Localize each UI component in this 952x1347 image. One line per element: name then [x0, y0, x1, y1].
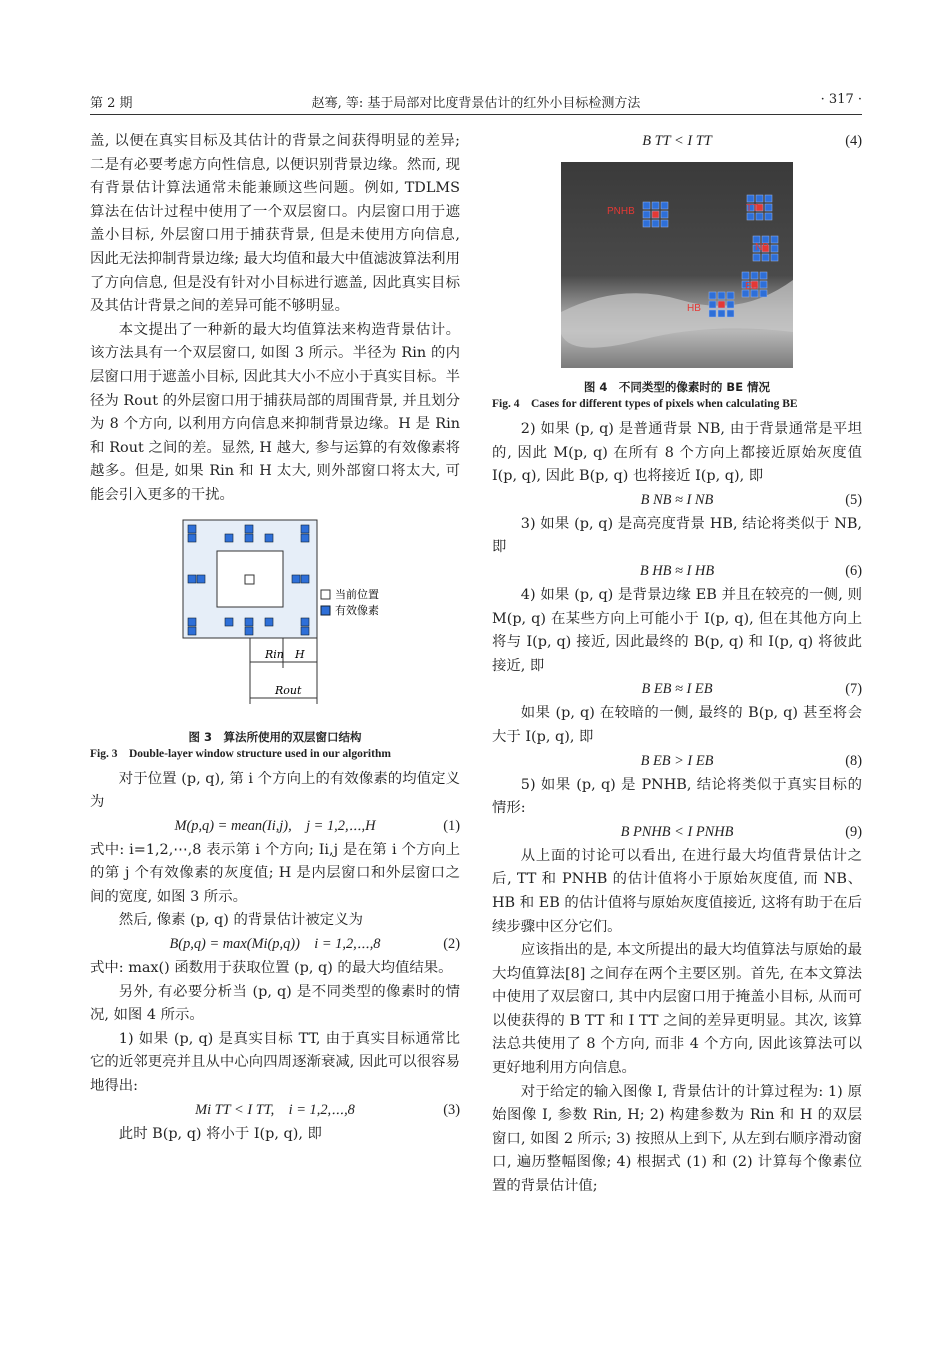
paragraph: 盖, 以便在真实目标及其估计的背景之间获得明显的差异; 二是有必要考虑方向性信息, 以便识别背景边缘。然而, 现有背景估计算法通常未能兼顾这些问题。例如, TDLMS 算法在估计过程中使用了一个双层窗口。内层窗口用于遮盖小目标, 外层窗口用于捕获背景, 但是未使用方向信息, 因此无法抑制背景边缘; 最大均值和最大中值滤波算法利用了方向信息, 但是没有针对小目标进行遮盖, 因此真实目标及其估计背景之间的差异可能不够明显。	[90, 133, 460, 315]
valid-pixel	[265, 618, 273, 626]
paragraph: 2) 如果 (p, q) 是普通背景 NB, 由于背景通常是平坦的, 因此 M(p, q) 在所有 8 个方向上都接近原始灰度值 I(p, q), 因此 B(p, q) 也将接近 I(p, q), 即	[492, 421, 862, 485]
rin-label: Rin	[265, 647, 284, 661]
legend-valid-label: 有效像素	[335, 603, 379, 617]
equation-4: B TT < I TT (4)	[642, 133, 862, 149]
pixel-type-label: EB	[745, 281, 759, 292]
valid-pixel	[301, 575, 309, 583]
figure-3	[90, 516, 460, 762]
current-position-marker	[245, 575, 254, 584]
legend-current-label: 当前位置	[335, 587, 379, 601]
running-header	[90, 92, 862, 115]
running-title: 赵骞, 等: 基于局部对比度背景估计的红外小目标检测方法	[311, 96, 641, 111]
valid-pixel	[188, 618, 196, 626]
equation-9: B PNHB < I PNHB (9)	[620, 823, 862, 840]
h-label: H	[295, 647, 305, 661]
legend-valid-swatch	[321, 606, 330, 615]
valid-pixel	[188, 534, 196, 542]
valid-pixel	[301, 525, 309, 533]
paragraph: 1) 如果 (p, q) 是真实目标 TT, 由于真实目标通常比它的近邻更亮并且从中心向四周逐渐衰减, 因此可以很容易地得出:	[90, 1030, 460, 1095]
paragraph: 从上面的讨论可以看出, 在进行最大均值背景估计之后, TT 和 PNHB 的估计值将小于原始灰度值, 而 NB、HB 和 EB 的估计值将与原始灰度值接近, 这将有助于在后续步骤中区分它们。	[492, 847, 862, 935]
paragraph: 然后, 像素 (p, q) 的背景估计被定义为	[118, 912, 363, 929]
valid-pixel	[245, 627, 253, 635]
legend-current-swatch	[321, 590, 330, 599]
pixel-type-label: NB	[755, 242, 769, 253]
valid-pixel	[225, 534, 233, 542]
valid-pixel	[245, 525, 253, 533]
valid-pixel	[301, 534, 309, 542]
figure-3-caption-en: Fig. 3 Double-layer window structure used in our algorithm	[90, 747, 391, 760]
paragraph: 式中: i=1,2,⋯,8 表示第 i 个方向; Ii,j 是在第 i 个方向上的第 j 个有效像素的灰度值; H 是内层窗口和外层窗口之间的宽度, 如图 3 所示。	[90, 841, 460, 905]
pixel-type-label: PNHB	[607, 206, 635, 217]
equation-5: B NB ≈ I NB (5)	[640, 491, 862, 508]
equation-1: M(p,q) = mean(Ii,j), j = 1,2,⋯,H (1)	[174, 817, 460, 834]
paragraph: 对于位置 (p, q), 第 i 个方向上的有效像素的均值定义为	[90, 770, 460, 811]
valid-pixel	[188, 627, 196, 635]
paragraph: 另外, 有必要分析当 (p, q) 是不同类型的像素时的情况, 如图 4 所示。	[90, 983, 460, 1024]
pixel-type-label: HB	[687, 303, 701, 314]
pixel-type-marker-eb	[742, 272, 767, 297]
valid-pixel	[188, 525, 196, 533]
valid-pixel	[245, 534, 253, 542]
valid-pixel	[188, 575, 196, 583]
valid-pixel	[225, 618, 233, 626]
paragraph: 应该指出的是, 本文所提出的最大均值算法与原始的最大均值算法[8] 之间存在两个主要区别。首先, 在本文算法中使用了双层窗口, 其中内层窗口用于掩盖小目标, 从而可以使获得的 B TT 和 I TT 之间的差异更明显。其次, 该算法总共使用了 8 个方向, 而非 4 个方向, 因此该算法可以更好地利用方向信息。	[492, 942, 862, 1077]
valid-pixel	[197, 575, 205, 583]
figure-4-caption-cn: 图 4 不同类型的像素时的 BE 情况	[583, 380, 771, 394]
valid-pixel	[301, 627, 309, 635]
paragraph: 对于给定的输入图像 I, 背景估计的计算过程为: 1) 原始图像 I, 参数 Rin, H; 2) 构建参数为 Rin 和 H 的双层窗口, 如图 2 所示; 3) 按照从上到下, 从左到右顺序滑动窗口, 遍历整幅图像; 4) 根据式 (1) 和 (2) 计算每个像素位置的背景估计值;	[492, 1083, 862, 1195]
valid-pixel	[292, 575, 300, 583]
valid-pixel	[265, 534, 273, 542]
equation-7: B EB ≈ I EB (7)	[641, 681, 862, 698]
figure-4-caption-en: Fig. 4 Cases for different types of pixels when calculating BE	[492, 398, 798, 410]
equation-2: B(p,q) = max(Mi(p,q)) i = 1,2,⋯,8 (2)	[169, 936, 460, 953]
pixel-type-marker-nb	[753, 236, 778, 261]
equation-6: B HB ≈ I HB (6)	[639, 562, 862, 579]
pixel-type-label: TT	[746, 203, 759, 214]
page-number: · 317 ·	[820, 92, 862, 107]
equation-8: B EB > I EB (8)	[640, 752, 862, 769]
figure-4	[492, 162, 862, 412]
paragraph: 5) 如果 (p, q) 是 PNHB, 结论将类似于真实目标的情形:	[492, 776, 862, 817]
right-column	[492, 130, 862, 1199]
figure-3-caption-cn: 图 3 算法所使用的双层窗口结构	[188, 729, 362, 744]
equation-3: Mi TT < I TT, i = 1,2,⋯,8 (3)	[195, 1101, 460, 1118]
valid-pixel	[245, 618, 253, 626]
issue-number: 第 2 期	[90, 96, 133, 111]
paragraph: 3) 如果 (p, q) 是高亮度背景 HB, 结论将类似于 NB, 即	[492, 515, 862, 556]
paragraph: 如果 (p, q) 在较暗的一侧, 最终的 B(p, q) 甚至将会大于 I(p, q), 即	[492, 705, 862, 745]
left-column	[90, 130, 460, 1146]
infrared-scene-image	[561, 162, 793, 368]
double-layer-window-diagram	[125, 516, 425, 716]
paragraph: 本文提出了一种新的最大均值算法来构造背景估计。该方法具有一个双层窗口, 如图 3 所示。半径为 Rin 的内层窗口用于遮盖小目标, 因此其大小不应小于真实目标。半径为 Rout 的外层窗口用于捕获局部的周围背景, 并且划分为 8 个方向, 以利用方向信息来抑制背景边缘。H 是 Rin 和 Rout 之间的差。显然, H 越大, 参与运算的有效像素将越多。但是, 如果 Rin 和 H 太大, 则外部窗口将太大, 可能会引入更多的干扰。	[90, 321, 460, 503]
valid-pixel	[301, 618, 309, 626]
paragraph: 式中: max() 函数用于获取位置 (p, q) 的最大均值结果。	[90, 960, 453, 977]
pixel-type-marker-tt	[746, 195, 772, 220]
rout-label: Rout	[275, 683, 302, 697]
paragraph: 此时 B(p, q) 将小于 I(p, q), 即	[118, 1125, 322, 1142]
paragraph: 4) 如果 (p, q) 是背景边缘 EB 并且在较亮的一侧, 则 M(p, q) 在某些方向上可能小于 I(p, q), 但在其他方向上将与 I(p, q) 接近, 因此最终的 B(p, q) 和 I(p, q) 将彼此接近, 即	[492, 586, 862, 674]
